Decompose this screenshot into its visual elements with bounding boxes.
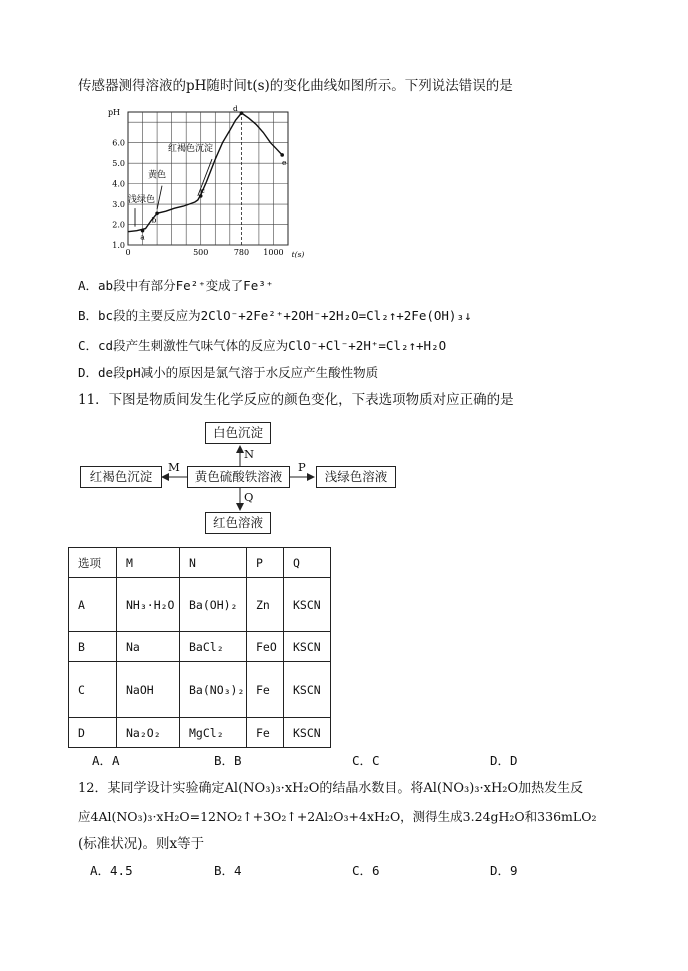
option-c-q10: C．cd段产生刺激性气味气体的反应为ClO⁻+Cl⁻+2H⁺=Cl₂↑+H₂O — [78, 338, 447, 353]
table-header-cell: N — [180, 548, 247, 578]
table-row — [69, 632, 331, 662]
table-cell: KSCN — [284, 578, 331, 632]
flow-box-left: 红褐色沉淀 — [80, 466, 162, 488]
flow-box-bottom: 红色溶液 — [205, 512, 271, 534]
y-axis-label: pH — [107, 108, 121, 117]
flow-label-n: N — [244, 447, 255, 461]
table-cell: NH₃·H₂O — [117, 578, 180, 632]
options-table — [68, 547, 331, 748]
table-cell: B — [69, 632, 117, 662]
table-cell: FeO — [247, 632, 284, 662]
flow-box-right: 浅绿色溶液 — [316, 466, 396, 488]
table-header-cell: M — [117, 548, 180, 578]
q12-choice-c: C．6 — [352, 863, 380, 878]
option-b-q10: B．bc段的主要反应为2ClO⁻+2Fe²⁺+2OH⁻+2H₂O=Cl₂↑+2Fe(OH)₃↓ — [78, 308, 472, 323]
table-cell: KSCN — [284, 718, 331, 748]
table-row — [69, 578, 331, 632]
y-tick-label: 5.0 — [112, 159, 125, 169]
table-cell: D — [69, 718, 117, 748]
table-cell: Fe — [247, 662, 284, 718]
table-cell: KSCN — [284, 662, 331, 718]
question-intro: 传感器测得溶液的pH随时间t(s)的变化曲线如图所示。下列说法错误的是 — [78, 78, 513, 94]
q11-choice-a: A．A — [92, 753, 120, 768]
x-axis-label: t(s) — [291, 250, 305, 259]
table-cell: Ba(OH)₂ — [180, 578, 247, 632]
q11-choice-c: C．C — [352, 753, 380, 768]
option-d-q10: D．de段pH减小的原因是氯气溶于水反应产生酸性物质 — [78, 365, 379, 380]
y-tick-label: 1.0 — [112, 241, 125, 250]
table-cell: Zn — [247, 578, 284, 632]
q12-choice-a: A．4.5 — [90, 863, 133, 878]
table-cell: Na₂O₂ — [117, 718, 180, 748]
y-tick-label: 4.0 — [112, 179, 125, 189]
table-cell: NaOH — [117, 662, 180, 718]
table-cell: C — [69, 662, 117, 718]
annotation-yellow: 黄色 — [148, 170, 167, 181]
x-tick-label: 780 — [233, 248, 250, 257]
y-tick-label: 6.0 — [112, 138, 125, 148]
table-header-row — [69, 548, 331, 578]
table-row — [69, 718, 331, 748]
table-header-cell: Q — [284, 548, 331, 578]
q12-choice-d: D．9 — [490, 863, 518, 878]
flow-box-center: 黄色硫酸铁溶液 — [187, 466, 290, 488]
q12-choice-b: B．4 — [214, 863, 242, 878]
x-tick-label: 0 — [125, 248, 131, 257]
point-label-e: e — [281, 157, 287, 167]
table-cell: Fe — [247, 718, 284, 748]
table-cell: BaCl₂ — [180, 632, 247, 662]
table-row — [69, 662, 331, 718]
question-12-line3: (标准状况)。则x等于 — [78, 836, 205, 852]
question-12-line1: 12．某同学设计实验确定Al(NO₃)₃·xH₂O的结晶水数目。将Al(NO₃)₃·xH₂O加热发生反 — [78, 781, 584, 796]
q11-choice-d: D．D — [490, 753, 518, 768]
table-cell: A — [69, 578, 117, 632]
point-label-b: b — [151, 215, 157, 225]
flow-label-p: P — [298, 460, 306, 474]
annotation-red-brown: 红褐色沉淀 — [168, 143, 214, 154]
question-12-line2: 应4Al(NO₃)₃·xH₂O=12NO₂↑+3O₂↑+2Al₂O₃+4xH₂O，测得生成3.24gH₂O和336mLO₂ — [78, 809, 597, 824]
table-cell: KSCN — [284, 632, 331, 662]
table-cell: Ba(NO₃)₂ — [180, 662, 247, 718]
point-label-a: a — [140, 232, 145, 242]
option-a-q10: A．ab段中有部分Fe²⁺变成了Fe³⁺ — [78, 278, 274, 293]
table-cell: Na — [117, 632, 180, 662]
table-header-cell: 选项 — [69, 548, 117, 578]
table-header-cell: P — [247, 548, 284, 578]
y-tick-label: 3.0 — [112, 200, 125, 210]
flow-label-m: M — [168, 460, 180, 474]
x-tick-label: 500 — [193, 248, 209, 257]
y-tick-label: 2.0 — [112, 220, 125, 230]
flow-box-top: 白色沉淀 — [205, 422, 271, 444]
annotation-light-green: 浅绿色 — [128, 195, 156, 206]
question-11-stem: 11．下图是物质间发生化学反应的颜色变化，下表选项物质对应正确的是 — [78, 392, 514, 408]
q11-choice-b: B．B — [214, 753, 242, 768]
point-label-c: c — [200, 185, 205, 195]
x-tick-label: 1000 — [263, 248, 284, 257]
point-label-d: d — [233, 104, 238, 114]
table-cell: MgCl₂ — [180, 718, 247, 748]
flow-label-q: Q — [244, 490, 254, 504]
